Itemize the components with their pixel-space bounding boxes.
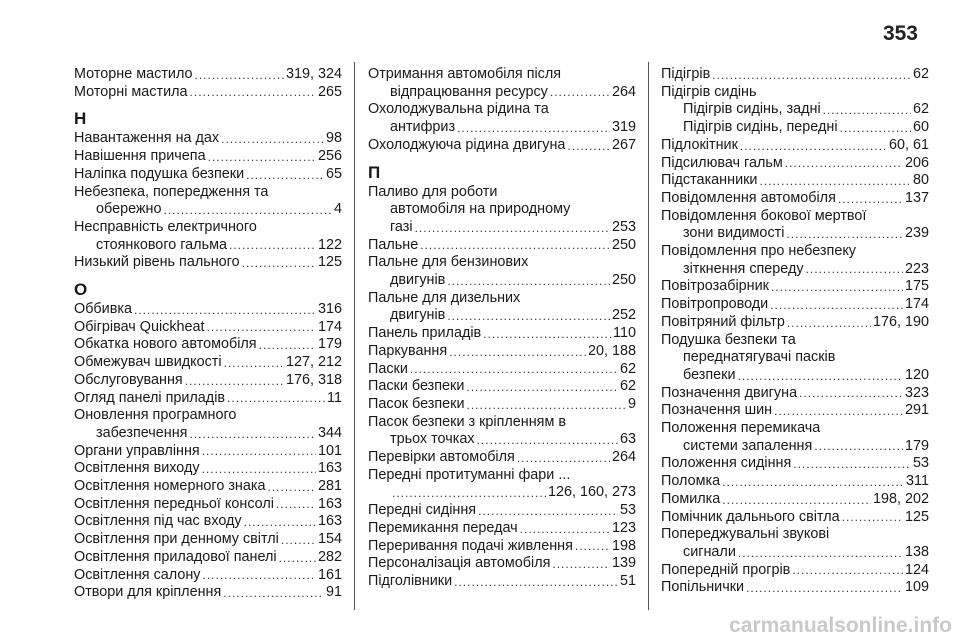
index-entry bbox=[74, 319, 342, 337]
dot-leader bbox=[447, 273, 610, 290]
index-entry-pages: 4 bbox=[333, 201, 342, 218]
index-entry-term: Паски безпеки bbox=[368, 378, 465, 395]
index-entry-pages: 51 bbox=[619, 572, 636, 589]
dot-leader bbox=[281, 532, 316, 549]
index-entry-pages: 98 bbox=[325, 130, 342, 147]
index-entry-term: Освітлення номерного знака bbox=[74, 478, 266, 495]
index-entry bbox=[661, 402, 929, 420]
index-entry-pages: 319, 324 bbox=[285, 66, 342, 82]
index-entry bbox=[661, 473, 929, 491]
dot-leader bbox=[207, 319, 316, 336]
dot-leader bbox=[208, 149, 316, 166]
index-entry-term: газі bbox=[390, 218, 413, 235]
index-entry-term: зіткнення спереду bbox=[683, 260, 804, 277]
index-entry-line: Подушка безпеки та bbox=[661, 331, 796, 348]
index-entry-term: Переривання подачі живлення bbox=[368, 537, 573, 554]
index-entry-pages: 198, 202 bbox=[872, 490, 929, 507]
dot-leader bbox=[771, 279, 903, 296]
index-entry bbox=[368, 119, 636, 137]
dot-leader bbox=[447, 308, 610, 325]
index-entry-term: Підсилювач гальм bbox=[661, 154, 783, 171]
index-entry-pages: 62 bbox=[912, 101, 929, 118]
index-entry-pages: 62 bbox=[619, 378, 636, 395]
index-entry-term: трьох точках bbox=[390, 431, 475, 448]
index-entry-pages: 20, 188 bbox=[587, 342, 636, 359]
index-entry-pages: 53 bbox=[619, 502, 636, 519]
index-entry-term: Обкатка нового автомобіля bbox=[74, 336, 257, 353]
index-entry bbox=[368, 449, 636, 467]
index-entry-term: зони видимості bbox=[683, 225, 785, 242]
index-entry-pages: 120 bbox=[904, 366, 929, 383]
dot-leader bbox=[244, 514, 316, 531]
index-entry-line: Оновлення програмного bbox=[74, 407, 237, 424]
index-entry bbox=[74, 237, 342, 255]
index-entry-pages: 319 bbox=[611, 119, 636, 136]
index-entry-pages: 256 bbox=[317, 148, 342, 165]
dot-leader bbox=[134, 302, 316, 319]
dot-leader bbox=[279, 550, 316, 567]
index-entry-line: Несправність електричного bbox=[74, 218, 257, 235]
index-entry-pages: 179 bbox=[904, 437, 929, 454]
index-entry-term: Помилка bbox=[661, 490, 721, 507]
index-entry-pages: 176, 190 bbox=[872, 313, 929, 330]
index-entry bbox=[661, 172, 929, 190]
index-entry-pages: 154 bbox=[317, 531, 342, 548]
index-entry bbox=[661, 119, 929, 137]
index-entry-term: стоянкового гальма bbox=[96, 236, 227, 253]
index-entry-line: Положення перемикача bbox=[661, 420, 821, 437]
index-entry-term: Повідомлення автомобіля bbox=[661, 189, 836, 206]
index-entry-pages: 139 bbox=[611, 555, 636, 572]
dot-leader bbox=[221, 131, 324, 148]
index-entry-pages: 62 bbox=[912, 66, 929, 82]
index-entry-pages: 163 bbox=[317, 513, 342, 530]
index-entry-pages: 311 bbox=[906, 473, 929, 490]
page-number: 353 bbox=[882, 22, 918, 45]
dot-leader bbox=[517, 450, 610, 467]
dot-leader bbox=[814, 438, 903, 455]
dot-leader bbox=[242, 255, 316, 272]
index-entry-line: Паливо для роботи bbox=[368, 183, 498, 200]
index-entry-pages: 174 bbox=[904, 296, 929, 313]
dot-leader bbox=[259, 337, 316, 354]
index-entry-term: Перемикання передач bbox=[368, 519, 518, 536]
index-entry-term: Обігрівач Quickheat bbox=[74, 318, 205, 335]
index-entry-pages: 91 bbox=[325, 584, 342, 601]
index-column-2 bbox=[368, 66, 636, 591]
dot-leader bbox=[449, 344, 586, 361]
index-entry-term: безпеки bbox=[683, 366, 736, 383]
index-entry-term: Панель приладів bbox=[368, 325, 482, 342]
index-entry-term: Низький рівень пального bbox=[74, 254, 240, 271]
index-entry bbox=[74, 336, 342, 354]
column-divider bbox=[648, 62, 649, 610]
index-entry bbox=[74, 354, 342, 372]
index-entry-term: відпрацювання ресурсу bbox=[390, 83, 548, 100]
index-entry bbox=[661, 438, 929, 456]
index-entry-pages: 239 bbox=[904, 225, 929, 242]
index-entry-term: Перевірки автомобіля bbox=[368, 449, 515, 466]
dot-leader bbox=[189, 426, 316, 443]
dot-leader bbox=[223, 585, 324, 602]
index-entry-pages: 53 bbox=[912, 455, 929, 472]
dot-leader bbox=[454, 574, 618, 591]
index-entry-pages: 265 bbox=[317, 83, 342, 100]
index-entry bbox=[661, 385, 929, 403]
index-entry-line: Небезпека, попередження та bbox=[74, 183, 269, 200]
index-entry-line: Передні протитуманні фари ... bbox=[368, 466, 571, 483]
index-entry bbox=[74, 66, 342, 84]
index-entry bbox=[368, 538, 636, 556]
dot-leader bbox=[722, 492, 871, 509]
index-entry bbox=[74, 460, 342, 478]
index-entry-term: Помічник дальнього світла bbox=[661, 508, 840, 525]
dot-leader bbox=[483, 326, 611, 343]
index-letter-heading: Н bbox=[74, 109, 87, 129]
index-entry-pages: 60 bbox=[912, 119, 929, 136]
index-letter-heading: П bbox=[368, 162, 381, 182]
index-entry-pages: 63 bbox=[619, 431, 636, 448]
index-entry bbox=[368, 272, 636, 290]
index-entry bbox=[661, 491, 929, 509]
index-entry bbox=[661, 509, 929, 527]
index-entry-line: переднатягувачі пасків bbox=[683, 349, 836, 366]
index-entry-pages: 291 bbox=[904, 402, 929, 419]
index-entry bbox=[368, 484, 636, 502]
dot-leader bbox=[712, 67, 911, 84]
dot-leader bbox=[740, 138, 887, 155]
index-entry bbox=[368, 555, 636, 573]
index-entry bbox=[661, 278, 929, 296]
index-entry-pages: 206 bbox=[904, 154, 929, 171]
index-entry-pages: 344 bbox=[317, 424, 342, 441]
index-entry-pages: 163 bbox=[317, 495, 342, 512]
index-entry-term: Підігрів bbox=[661, 66, 711, 82]
index-entry bbox=[368, 137, 636, 155]
index-entry-pages: 161 bbox=[317, 566, 342, 583]
index-entry-pages: 316 bbox=[317, 301, 342, 318]
dot-leader bbox=[276, 496, 316, 513]
index-entry-line: Пасок безпеки з кріпленням в bbox=[368, 413, 567, 430]
dot-leader bbox=[202, 461, 316, 478]
index-entry bbox=[661, 455, 929, 473]
index-entry-term: Моторні мастила bbox=[74, 83, 188, 100]
index-entry-pages: 253 bbox=[611, 218, 636, 235]
index-entry bbox=[74, 425, 342, 443]
index-entry-line: Пальне для дизельних bbox=[368, 289, 521, 306]
index-entry-term: Моторне мастило bbox=[74, 66, 193, 82]
index-entry-term: Попередній прогрів bbox=[661, 561, 791, 578]
index-entry-pages: 62 bbox=[619, 360, 636, 377]
dot-leader bbox=[552, 556, 610, 573]
index-entry bbox=[74, 148, 342, 166]
index-entry bbox=[74, 513, 342, 531]
index-entry-term: Охолоджуюча рідина двигуна bbox=[368, 136, 566, 153]
index-entry bbox=[74, 84, 342, 102]
index-entry-pages: 109 bbox=[904, 579, 929, 596]
index-entry bbox=[74, 390, 342, 408]
index-entry-pages: 176, 318 bbox=[285, 371, 342, 388]
index-entry bbox=[368, 502, 636, 520]
index-entry-term: Освітлення виходу bbox=[74, 460, 200, 477]
index-entry-term: обережно bbox=[96, 201, 162, 218]
dot-leader bbox=[466, 379, 618, 396]
index-entry-term: Повітропроводи bbox=[661, 296, 769, 313]
dot-leader bbox=[806, 261, 903, 278]
dot-leader bbox=[202, 443, 316, 460]
index-entry-pages: 9 bbox=[627, 395, 636, 412]
index-entry bbox=[661, 261, 929, 279]
index-entry-pages: 323 bbox=[904, 384, 929, 401]
index-entry-term: Освітлення салону bbox=[74, 566, 201, 583]
index-entry-term: Передні сидіння bbox=[368, 502, 477, 519]
index-entry-term: Підстаканники bbox=[661, 172, 758, 189]
dot-leader bbox=[185, 373, 284, 390]
index-entry bbox=[74, 549, 342, 567]
dot-leader bbox=[467, 397, 626, 414]
dot-leader bbox=[792, 562, 903, 579]
index-entry bbox=[74, 130, 342, 148]
index-entry-line: Охолоджувальна рідина та bbox=[368, 101, 549, 118]
dot-leader bbox=[246, 167, 324, 184]
index-entry bbox=[661, 225, 929, 243]
dot-leader bbox=[478, 503, 618, 520]
index-entry-term: Оббивка bbox=[74, 301, 132, 318]
index-entry bbox=[74, 496, 342, 514]
index-entry-term: Отвори для кріплення bbox=[74, 584, 222, 601]
dot-leader bbox=[774, 403, 903, 420]
index-entry-pages: 110 bbox=[613, 325, 636, 342]
index-entry bbox=[368, 237, 636, 255]
dot-leader bbox=[190, 84, 316, 101]
index-entry-pages: 281 bbox=[317, 478, 342, 495]
index-entry-term: Повітрозабірник bbox=[661, 278, 769, 295]
index-letter-heading: О bbox=[74, 280, 88, 300]
index-entry-line: Підігрів сидінь bbox=[661, 83, 757, 100]
index-entry bbox=[661, 544, 929, 562]
index-entry-pages: 123 bbox=[611, 519, 636, 536]
index-entry-pages: 60, 61 bbox=[888, 136, 929, 153]
index-entry bbox=[368, 573, 636, 591]
index-entry-pages: 124 bbox=[904, 561, 929, 578]
index-entry-pages: 101 bbox=[317, 442, 342, 459]
index-entry bbox=[368, 307, 636, 325]
dot-leader bbox=[787, 315, 871, 332]
index-entry-term: системи запалення bbox=[683, 437, 813, 454]
index-entry bbox=[74, 584, 342, 602]
dot-leader bbox=[415, 220, 610, 237]
index-entry-term: Позначення шин bbox=[661, 402, 773, 419]
index-entry-term: Пасок безпеки bbox=[368, 395, 465, 412]
index-entry-term: Підголівники bbox=[368, 572, 453, 589]
index-entry-pages: 138 bbox=[904, 543, 929, 560]
index-entry-term: Навішення причепа bbox=[74, 148, 206, 165]
dot-leader bbox=[575, 538, 610, 555]
index-entry-term: Позначення двигуна bbox=[661, 384, 798, 401]
index-entry bbox=[661, 101, 929, 119]
index-entry bbox=[368, 343, 636, 361]
index-entry bbox=[74, 443, 342, 461]
index-entry bbox=[661, 155, 929, 173]
dot-leader bbox=[477, 432, 618, 449]
index-entry-term: Обслуговування bbox=[74, 371, 183, 388]
index-entry-pages: 127, 212 bbox=[285, 354, 342, 371]
dot-leader bbox=[799, 385, 903, 402]
index-entry-pages: 223 bbox=[904, 260, 929, 277]
index-entry-pages: 126, 160, 273 bbox=[547, 484, 636, 501]
index-entry-line: Отримання автомобіля після bbox=[368, 66, 562, 82]
index-entry-pages: 80 bbox=[912, 172, 929, 189]
index-entry-term: антифриз bbox=[390, 119, 456, 136]
index-entry bbox=[368, 378, 636, 396]
dot-leader bbox=[227, 390, 325, 407]
dot-leader bbox=[520, 521, 610, 538]
index-entry bbox=[74, 301, 342, 319]
index-entry-pages: 137 bbox=[904, 189, 929, 206]
index-entry bbox=[368, 219, 636, 237]
index-entry-line: Повідомлення бокової мертвої bbox=[661, 207, 867, 224]
index-entry bbox=[368, 520, 636, 538]
dot-leader bbox=[457, 120, 610, 137]
dot-leader bbox=[268, 479, 316, 496]
dot-leader bbox=[786, 226, 903, 243]
index-entry-term: Наліпка подушка безпеки bbox=[74, 165, 245, 182]
column-divider bbox=[354, 62, 355, 610]
index-entry bbox=[74, 478, 342, 496]
index-entry bbox=[74, 254, 342, 272]
dot-leader bbox=[550, 84, 610, 101]
index-entry bbox=[661, 66, 929, 84]
index-entry-term: Паски bbox=[368, 360, 408, 377]
index-entry bbox=[74, 372, 342, 390]
index-entry-pages: 174 bbox=[317, 318, 342, 335]
dot-leader bbox=[770, 297, 903, 314]
dot-leader bbox=[823, 102, 911, 119]
index-entry-pages: 125 bbox=[317, 254, 342, 271]
index-entry bbox=[368, 84, 636, 102]
index-entry-term: Підігрів сидінь, передні bbox=[683, 119, 838, 136]
dot-leader bbox=[567, 138, 610, 155]
index-entry-term: Підлокітник bbox=[661, 136, 738, 153]
index-entry bbox=[368, 361, 636, 379]
index-entry-term: Попільнички bbox=[661, 579, 745, 596]
index-entry-pages: 250 bbox=[611, 272, 636, 289]
index-entry-line: Пальне для бензинових bbox=[368, 254, 529, 271]
index-entry-term: Освітлення передньої консолі bbox=[74, 495, 274, 512]
index-entry bbox=[368, 431, 636, 449]
index-entry-pages: 11 bbox=[327, 389, 342, 406]
index-entry bbox=[661, 367, 929, 385]
dot-leader bbox=[420, 237, 610, 254]
index-entry-pages: 267 bbox=[611, 136, 636, 153]
index-entry-line: Повідомлення про небезпеку bbox=[661, 243, 856, 260]
index-entry-pages: 122 bbox=[317, 236, 342, 253]
index-entry-term: сигнали bbox=[683, 543, 736, 560]
index-entry-term: двигунів bbox=[390, 272, 446, 289]
dot-leader bbox=[746, 580, 903, 597]
index-entry-term: Пальне bbox=[368, 236, 419, 253]
index-entry-term: Обмежувач швидкості bbox=[74, 354, 222, 371]
dot-leader bbox=[738, 545, 903, 562]
dot-leader bbox=[410, 361, 618, 378]
index-entry bbox=[74, 531, 342, 549]
index-entry-line: автомобіля на природному bbox=[390, 201, 571, 218]
index-entry-term: Підігрів сидінь, задні bbox=[683, 101, 821, 118]
index-entry bbox=[661, 579, 929, 597]
dot-leader bbox=[793, 456, 911, 473]
dot-leader bbox=[224, 355, 284, 372]
index-entry-term: Освітлення приладової панелі bbox=[74, 548, 277, 565]
index-entry-pages: 264 bbox=[611, 449, 636, 466]
index-entry-term: Положення сидіння bbox=[661, 455, 792, 472]
index-entry-term: Навантаження на дах bbox=[74, 130, 220, 147]
dot-leader bbox=[738, 368, 903, 385]
index-entry-term: Освітлення під час входу bbox=[74, 513, 242, 530]
dot-leader bbox=[838, 191, 903, 208]
index-entry-pages: 198 bbox=[611, 537, 636, 554]
index-entry bbox=[661, 562, 929, 580]
index-entry-pages: 65 bbox=[325, 165, 342, 182]
index-entry bbox=[74, 567, 342, 585]
index-entry-pages: 252 bbox=[611, 307, 636, 324]
index-entry-term: Огляд панелі приладів bbox=[74, 389, 226, 406]
index-entry-term: Органи управління bbox=[74, 442, 200, 459]
index-column-1 bbox=[74, 66, 342, 602]
watermark-text: carmanualsonline.info bbox=[729, 614, 952, 637]
dot-leader bbox=[164, 202, 332, 219]
index-entry bbox=[368, 325, 636, 343]
index-entry bbox=[661, 296, 929, 314]
index-entry-term: Персоналізація автомобіля bbox=[368, 555, 551, 572]
index-entry-term: Повітряний фільтр bbox=[661, 313, 785, 330]
index-entry-line: Попереджувальні звукові bbox=[661, 526, 830, 543]
index-column-3 bbox=[661, 66, 929, 597]
dot-leader bbox=[229, 237, 316, 254]
dot-leader bbox=[785, 155, 903, 172]
index-entry-term: забезпечення bbox=[96, 424, 188, 441]
index-entry-term: Освітлення при денному світлі bbox=[74, 531, 279, 548]
index-entry-pages: 179 bbox=[317, 336, 342, 353]
dot-leader bbox=[203, 567, 316, 584]
dot-leader bbox=[840, 120, 911, 137]
index-entry-pages: 264 bbox=[611, 83, 636, 100]
dot-leader bbox=[842, 509, 903, 526]
index-entry bbox=[74, 201, 342, 219]
dot-leader bbox=[759, 173, 911, 190]
index-entry bbox=[661, 314, 929, 332]
index-entry-pages: 250 bbox=[611, 236, 636, 253]
index-entry-pages: 175 bbox=[904, 278, 929, 295]
index-entry bbox=[661, 190, 929, 208]
dot-leader bbox=[722, 474, 904, 491]
dot-leader bbox=[195, 67, 284, 84]
index-entry-pages: 282 bbox=[317, 548, 342, 565]
index-entry bbox=[661, 137, 929, 155]
index-entry-term: Паркування bbox=[368, 342, 448, 359]
index-entry-pages: 125 bbox=[904, 508, 929, 525]
index-entry bbox=[74, 166, 342, 184]
index-entry-term: двигунів bbox=[390, 307, 446, 324]
index-entry-term: Поломка bbox=[661, 473, 721, 490]
index-entry-pages: 163 bbox=[317, 460, 342, 477]
dot-leader bbox=[392, 485, 546, 502]
index-entry bbox=[368, 396, 636, 414]
